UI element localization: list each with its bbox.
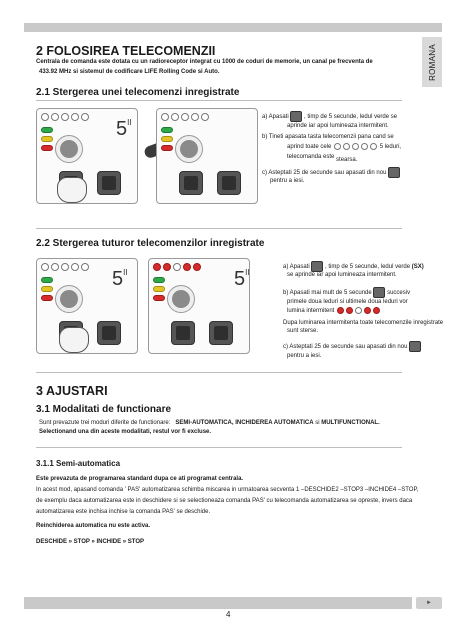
control-board-2 bbox=[156, 108, 258, 204]
led bbox=[173, 263, 181, 271]
flashing-led-icon bbox=[337, 307, 344, 314]
flashing-led bbox=[153, 263, 161, 271]
section-3-1-line2: Selectionand una din aceste modalitati, restul vor fi excluse. bbox=[39, 429, 212, 435]
dial-button bbox=[175, 135, 203, 163]
led bbox=[71, 113, 79, 121]
figure-2-2 bbox=[36, 258, 262, 358]
dial-button bbox=[167, 285, 195, 313]
hourglass-button bbox=[97, 171, 121, 195]
step-2-2-b-after-cont: sunt sterse. bbox=[287, 328, 319, 334]
flashing-led-icon bbox=[364, 307, 371, 314]
led-icon bbox=[355, 307, 362, 314]
yellow-switch bbox=[41, 136, 53, 142]
red-switch bbox=[41, 295, 53, 301]
led-icon bbox=[352, 143, 359, 150]
led bbox=[41, 113, 49, 121]
figure-2-1 bbox=[36, 108, 258, 208]
hourglass-button-icon bbox=[388, 167, 400, 178]
hourglass-button bbox=[97, 321, 121, 345]
program-button bbox=[179, 171, 203, 195]
yellow-switch bbox=[41, 286, 53, 292]
led bbox=[81, 113, 89, 121]
program-button-icon bbox=[290, 111, 302, 122]
led bbox=[191, 113, 199, 121]
section-3-title: 3 AJUSTARI bbox=[36, 384, 108, 398]
flashing-led bbox=[183, 263, 191, 271]
led-icon bbox=[343, 143, 350, 150]
flashing-led bbox=[193, 263, 201, 271]
header-bar bbox=[24, 23, 442, 32]
led bbox=[41, 263, 49, 271]
step-2-2-b-leds: lumina intermitent bbox=[287, 307, 381, 316]
step-2-1-c: c) Asteptati 25 de secunde sau apasati din nou bbox=[262, 167, 400, 178]
red-switch bbox=[161, 145, 173, 151]
step-2-1-a-cont: aprinde iar apoi lumineaza intermitent. bbox=[287, 123, 389, 129]
footer-bar bbox=[24, 597, 412, 609]
semi-auto-line4: automatizarea este inchisa inchise la comanda PAS' se deschide. bbox=[36, 509, 211, 515]
dial-button bbox=[55, 135, 83, 163]
language-tab-label: ROMANA bbox=[427, 43, 437, 81]
section-2-1-title: 2.1 Stergerea unei telecomenzi inregistrate bbox=[36, 87, 240, 98]
led bbox=[81, 263, 89, 271]
step-2-1-c-cont: pentru a iesi. bbox=[270, 178, 305, 184]
led bbox=[51, 263, 59, 271]
red-switch bbox=[41, 145, 53, 151]
section-3-1-1-title: 3.1.1 Semi-automatica bbox=[36, 459, 121, 468]
led bbox=[171, 113, 179, 121]
flashing-led bbox=[163, 263, 171, 271]
step-2-2-b-cont: primele doua leduri si ultimele doua leduri vor bbox=[287, 299, 408, 305]
step-2-2-b: b) Apasati mai mult de 5 secunde succesiv bbox=[283, 287, 410, 298]
led bbox=[61, 263, 69, 271]
flashing-led-icon bbox=[346, 307, 353, 314]
section-2-intro-line2: 433.92 MHz si sistemul de codificare LIFE Rolling Code si Auto. bbox=[39, 69, 220, 75]
led-icon bbox=[361, 143, 368, 150]
five-seconds-label: $5^{II}$ bbox=[116, 118, 132, 140]
step-2-2-a-cont: se aprinde iar apoi lumineaza intermitent. bbox=[287, 272, 397, 278]
pressing-hand-icon bbox=[59, 327, 89, 353]
led bbox=[161, 113, 169, 121]
divider bbox=[36, 447, 402, 448]
section-2-intro-line1: Centrala de comanda este dotata cu un radioreceptor integrat cu 1000 de coduri de memorie, un canal pe frecventa de bbox=[36, 59, 373, 65]
step-2-2-a: a) Apasati , timp de 5 secunde, ledul verde (SX) bbox=[283, 261, 424, 272]
flashing-led-icon bbox=[373, 307, 380, 314]
pressing-hand-icon bbox=[57, 177, 87, 203]
step-2-2-c: c) Asteptati 25 de secunde sau apasati din nou bbox=[283, 341, 421, 352]
next-page-arrow-icon: ► bbox=[416, 597, 442, 609]
semi-auto-line3: de exemplu daca automatizarea este in deschidere si se selectioneaza comanda PAS' cu telecomanda automatizarea se opreste, invers daca bbox=[36, 498, 413, 504]
divider bbox=[36, 228, 402, 229]
led-row bbox=[41, 263, 89, 271]
dial-button bbox=[55, 285, 83, 313]
section-3-1-line1: Sunt prevazute trei moduri diferite de functionare: SEMI-AUTOMATICA, INCHIDEREA AUTOMATICA si MULTIFUNCTIONAL. bbox=[39, 420, 380, 426]
led-row bbox=[41, 113, 89, 121]
page-number: 4 bbox=[226, 610, 231, 619]
program-button-icon bbox=[373, 287, 385, 298]
five-seconds-label: $5^{II}$ bbox=[112, 268, 128, 290]
led-row bbox=[161, 113, 209, 121]
green-switch bbox=[161, 127, 173, 133]
semi-auto-line2: In acest mod, apasand comanda ' PAS' automatizarea schimba miscarea in urmatoarea secventa 1 –DESCHIDE2 –STOP3 –INCHIDE4 –STOP, bbox=[36, 487, 419, 493]
program-button bbox=[171, 321, 195, 345]
step-2-1-b: b) Tineti apasata tasta telecomenzii pana cand se bbox=[262, 134, 394, 140]
yellow-switch bbox=[153, 286, 165, 292]
divider bbox=[36, 372, 402, 373]
led bbox=[181, 113, 189, 121]
semi-auto-sequence: DESCHIDE » STOP » INCHIDE » STOP bbox=[36, 539, 145, 545]
led bbox=[201, 113, 209, 121]
divider bbox=[36, 100, 402, 101]
five-seconds-label-2: $5^{II}$ bbox=[234, 268, 250, 290]
semi-auto-line5: Reinchiderea automatica nu este activa. bbox=[36, 523, 151, 529]
led-icon bbox=[334, 143, 341, 150]
step-2-1-a: a) Apasati , timp de 5 secunde, ledul verde se bbox=[262, 111, 397, 122]
green-switch bbox=[153, 277, 165, 283]
step-2-2-c-cont: pentru a iesi. bbox=[287, 353, 322, 359]
green-switch bbox=[41, 127, 53, 133]
section-2-title: 2 FOLOSIREA TELECOMENZII bbox=[36, 44, 216, 58]
hourglass-button-icon bbox=[409, 341, 421, 352]
yellow-switch bbox=[161, 136, 173, 142]
green-switch bbox=[41, 277, 53, 283]
hourglass-button bbox=[209, 321, 233, 345]
led bbox=[71, 263, 79, 271]
led bbox=[51, 113, 59, 121]
led-row-flashing bbox=[153, 263, 201, 271]
semi-auto-line1: Este prevazuta de programarea standard dupa ce ati programat centrala. bbox=[36, 476, 244, 482]
hourglass-button bbox=[217, 171, 241, 195]
step-2-1-b-end: telecomanda este stearsa. bbox=[287, 154, 358, 163]
language-tab bbox=[422, 37, 442, 87]
section-3-1-title: 3.1 Modalitati de functionare bbox=[36, 404, 172, 415]
red-switch bbox=[153, 295, 165, 301]
step-2-1-b-cont: aprind toate cele 5 leduri, bbox=[287, 144, 402, 151]
section-2-2-title: 2.2 Stergerea tuturor telecomenzilor inregistrate bbox=[36, 238, 265, 249]
led bbox=[61, 113, 69, 121]
led-icon bbox=[370, 143, 377, 150]
step-2-2-b-after: Dupa luminarea intermitenta toate telecomenzile inregistrate bbox=[283, 320, 444, 326]
